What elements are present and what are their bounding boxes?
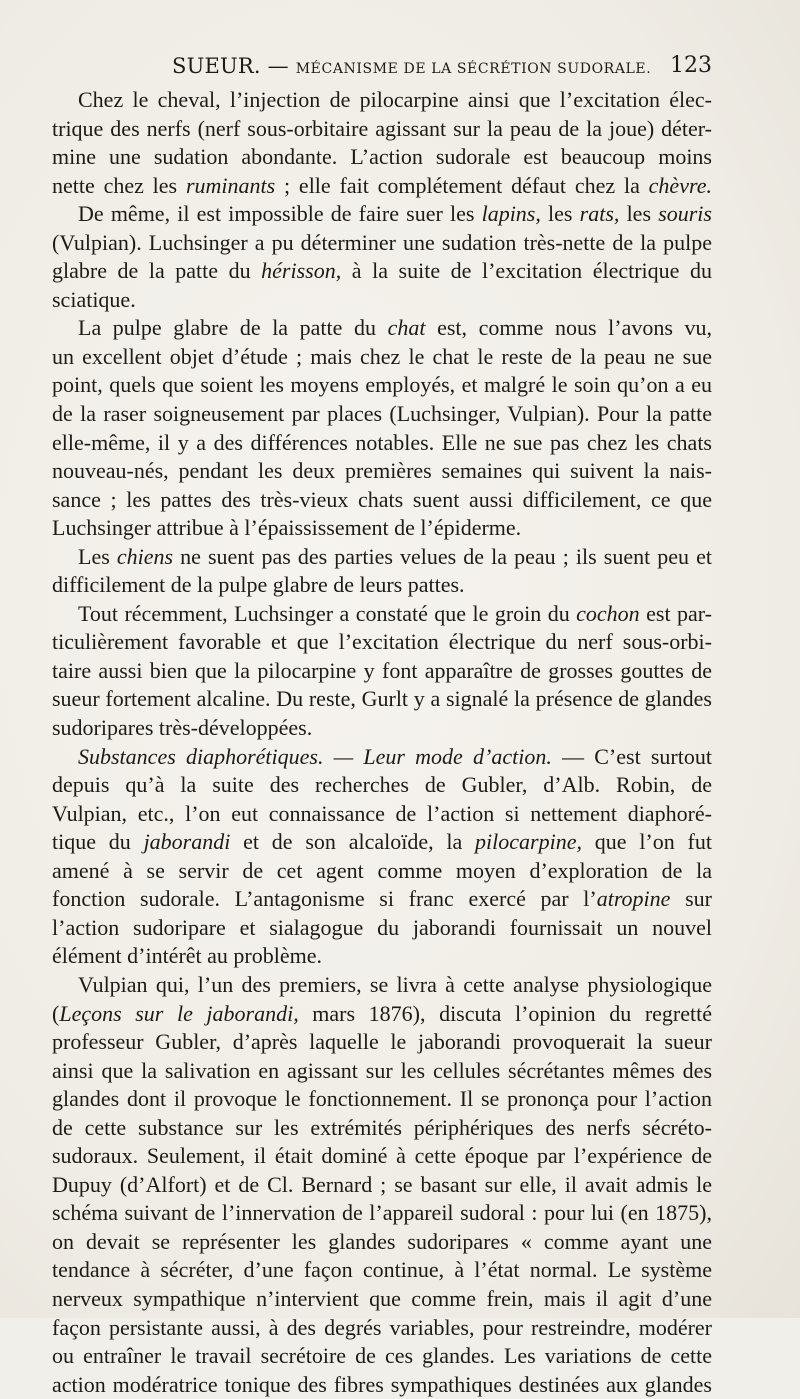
text-run: l’action sudoripare et sialagogue du jaborandi fournissait un nouvel — [52, 914, 712, 940]
text-run: mine une sudation abondante. L’action sudorale est beaucoup moins — [52, 144, 712, 170]
text-line — [52, 1000, 712, 1029]
text-line — [52, 429, 712, 458]
text-line — [52, 86, 712, 115]
text-run: que l’on fut — [581, 829, 712, 855]
text-line — [52, 1171, 712, 1200]
italic-text: cochon — [576, 600, 640, 626]
text-run: ne suent pas des parties velues de la peau ; ils suent peu et — [173, 543, 712, 569]
text-run: de cette substance sur les extrémités périphériques des nerfs sécréto- — [52, 1114, 712, 1140]
text-line — [52, 743, 712, 772]
text-run: nerveux sympathique n’intervient que comme frein, mais il agit d’une — [52, 1285, 712, 1311]
page-number: 123 — [670, 53, 712, 78]
text-run: schéma suivant de l’innervation de l’appareil sudoral : pour lui (en 1875), — [52, 1200, 712, 1226]
text-line — [52, 600, 712, 629]
text-run: Chez le cheval, l’injection de pilocarpine ainsi que l’excitation élec- — [78, 87, 712, 112]
text-run: façon persistante aussi, à des degrés variables, pour restreindre, modérer — [52, 1314, 712, 1340]
text-run: de la raser soigneusement par places (Luchsinger, Vulpian). Pour la patte — [52, 401, 712, 427]
text-run: fonction sudorale. L’antagonisme si franc exercé par l’ — [52, 886, 597, 912]
text-run: est par- — [639, 600, 712, 626]
text-line — [52, 1228, 712, 1257]
italic-text: chiens — [116, 543, 174, 569]
italic-text: pilocarpine, — [475, 829, 582, 855]
text-line — [52, 1199, 712, 1228]
text-line — [52, 657, 712, 686]
text-run: tique du — [52, 829, 144, 855]
italic-text: jaborandi — [143, 829, 231, 855]
text-run: Tout récemment, Luchsinger a constaté que le groin du — [78, 600, 577, 626]
text-run: professeur Gubler, d’après laquelle le jaborandi provoquerait la sueur — [52, 1029, 712, 1055]
text-line — [52, 1114, 712, 1143]
text-line — [52, 800, 712, 829]
text-line — [52, 1142, 712, 1171]
text-run: Luchsinger attribue à l’épaississement de l’épiderme. — [52, 515, 522, 541]
text-line — [52, 1342, 712, 1371]
text-line — [52, 371, 712, 400]
text-run: et de son alcaloïde, la — [230, 829, 476, 855]
text-line — [52, 685, 712, 714]
text-line — [52, 1256, 712, 1285]
text-line — [52, 172, 712, 201]
italic-text: rats, — [579, 201, 620, 227]
text-line — [52, 885, 712, 914]
text-run: sueur fortement alcaline. Du reste, Gurlt y a signalé la présence de glandes — [52, 686, 712, 712]
text-run: La pulpe glabre de la patte du — [78, 315, 388, 341]
running-head-main: SUEUR. — — [172, 54, 296, 78]
text-run: Vulpian, etc., l’on eut connaissance de l’action si nettement diaphoré- — [52, 800, 712, 826]
text-line — [52, 1028, 712, 1057]
text-run: Vulpian qui, l’un des premiers, se livra à cette analyse physiologique — [78, 971, 712, 997]
italic-text: lapins, — [481, 201, 541, 227]
italic-text: atropine — [596, 886, 671, 912]
text-run: taire aussi bien que la pilocarpine y font apparaître de grosses gouttes de — [52, 657, 712, 683]
text-line — [52, 771, 712, 800]
text-line — [52, 1057, 712, 1086]
text-line — [52, 714, 712, 743]
text-run: (Vulpian). Luchsinger a pu déterminer une sudation très-nette de la pulpe — [52, 229, 712, 255]
text-run: élément d’intérêt au problème. — [52, 943, 322, 969]
text-line — [52, 828, 712, 857]
text-line — [52, 200, 712, 229]
italic-text: Leçons sur le jaborandi, — [59, 1000, 299, 1026]
text-line — [52, 457, 712, 486]
text-line — [52, 857, 712, 886]
text-run: trique des nerfs (nerf sous-orbitaire agissant sur la peau de la joue) déter- — [52, 115, 712, 141]
text-run: glandes dont il provoque le fonctionnement. Il se prononça pour l’action — [52, 1086, 712, 1112]
text-run: sance ; les pattes des très-vieux chats suent aussi difficilement, ce que — [52, 486, 712, 512]
text-run: De même, il est impossible de faire suer les — [78, 201, 482, 227]
text-line — [52, 1085, 712, 1114]
body-text — [52, 86, 712, 1399]
text-run: ; elle fait complétement défaut chez la — [275, 172, 649, 198]
text-run: difficilement de la pulpe glabre de leurs pattes. — [52, 572, 465, 598]
text-line — [52, 1285, 712, 1314]
text-line — [52, 400, 712, 429]
text-run: les — [619, 201, 659, 227]
text-run: sciatique. — [52, 286, 136, 312]
italic-text: ruminants — [185, 172, 276, 198]
italic-text: hérisson, — [261, 258, 342, 284]
text-run: un excellent objet d’étude ; mais chez le chat le reste de la peau ne sue — [52, 343, 712, 369]
text-run: mars 1876), discuta l’opinion du regretté — [298, 1000, 712, 1026]
text-run: ( — [52, 1000, 60, 1026]
text-run: sudoripares très-développées. — [52, 715, 313, 741]
text-run: sudoraux. Seulement, il était dominé à cette époque par l’expérience de — [52, 1143, 712, 1169]
text-line — [52, 628, 712, 657]
text-line — [52, 543, 712, 572]
text-run: ticulièrement favorable et que l’excitation électrique du nerf sous-orbi- — [52, 629, 712, 655]
text-run: nette chez les — [52, 172, 186, 198]
text-line — [52, 486, 712, 515]
italic-text: Substances diaphorétiques. — Leur mode d’action. — [78, 743, 552, 769]
text-run: on devait se représenter les glandes sudoripares « comme ayant une — [52, 1228, 712, 1254]
text-line — [52, 115, 712, 144]
text-run: à la suite de l’excitation électrique du — [341, 258, 712, 284]
text-run: tendance à sécréter, d’une façon continue, à l’état normal. Le système — [52, 1257, 712, 1283]
italic-text: chat — [387, 315, 426, 341]
text-line — [52, 1314, 712, 1343]
text-line — [52, 143, 712, 172]
text-run: depuis qu’à la suite des recherches de Gubler, d’Alb. Robin, de — [52, 772, 712, 798]
text-run: elle-même, il y a des différences notables. Elle ne sue pas chez les chats — [52, 429, 712, 455]
text-line — [52, 257, 712, 286]
text-line — [52, 314, 712, 343]
text-line — [52, 286, 712, 315]
text-run: action modératrice tonique des fibres sympathiques destinées aux glandes — [52, 1371, 712, 1397]
text-line — [52, 971, 712, 1000]
text-run: est, comme nous l’avons vu, — [425, 315, 712, 341]
text-line — [52, 942, 712, 971]
text-run: Dupuy (d’Alfort) et de Cl. Bernard ; se basant sur elle, il avait admis le — [52, 1171, 712, 1197]
page-header — [52, 46, 712, 86]
text-run: Les — [78, 543, 117, 569]
text-run: ou entraîner le travail secrétoire de ces glandes. Les variations de cette — [52, 1343, 712, 1369]
text-run: point, quels que soient les moyens employés, et malgré le soin qu’on a eu — [52, 372, 712, 398]
text-line — [52, 914, 712, 943]
running-head — [172, 46, 651, 89]
running-head-subtitle: MÉCANISME DE LA SÉCRÉTION SUDORALE. — [295, 61, 652, 77]
text-run: nouveau-nés, pendant les deux premières semaines qui suivent la nais- — [52, 458, 712, 484]
text-run: ainsi que la salivation en agissant sur les cellules sécrétantes mêmes des — [52, 1057, 712, 1083]
text-run: — C’est surtout — [551, 743, 712, 769]
text-line — [52, 229, 712, 258]
text-run: sur — [670, 886, 712, 912]
text-line — [52, 514, 712, 543]
text-run: amené à se servir de cet agent comme moyen d’exploration de la — [52, 857, 712, 883]
text-run: glabre de la patte du — [52, 258, 262, 284]
text-line — [52, 571, 712, 600]
italic-text: chèvre. — [648, 172, 712, 198]
text-line — [52, 343, 712, 372]
text-line — [52, 1371, 712, 1399]
italic-text: souris — [658, 201, 712, 227]
text-run: les — [540, 201, 580, 227]
